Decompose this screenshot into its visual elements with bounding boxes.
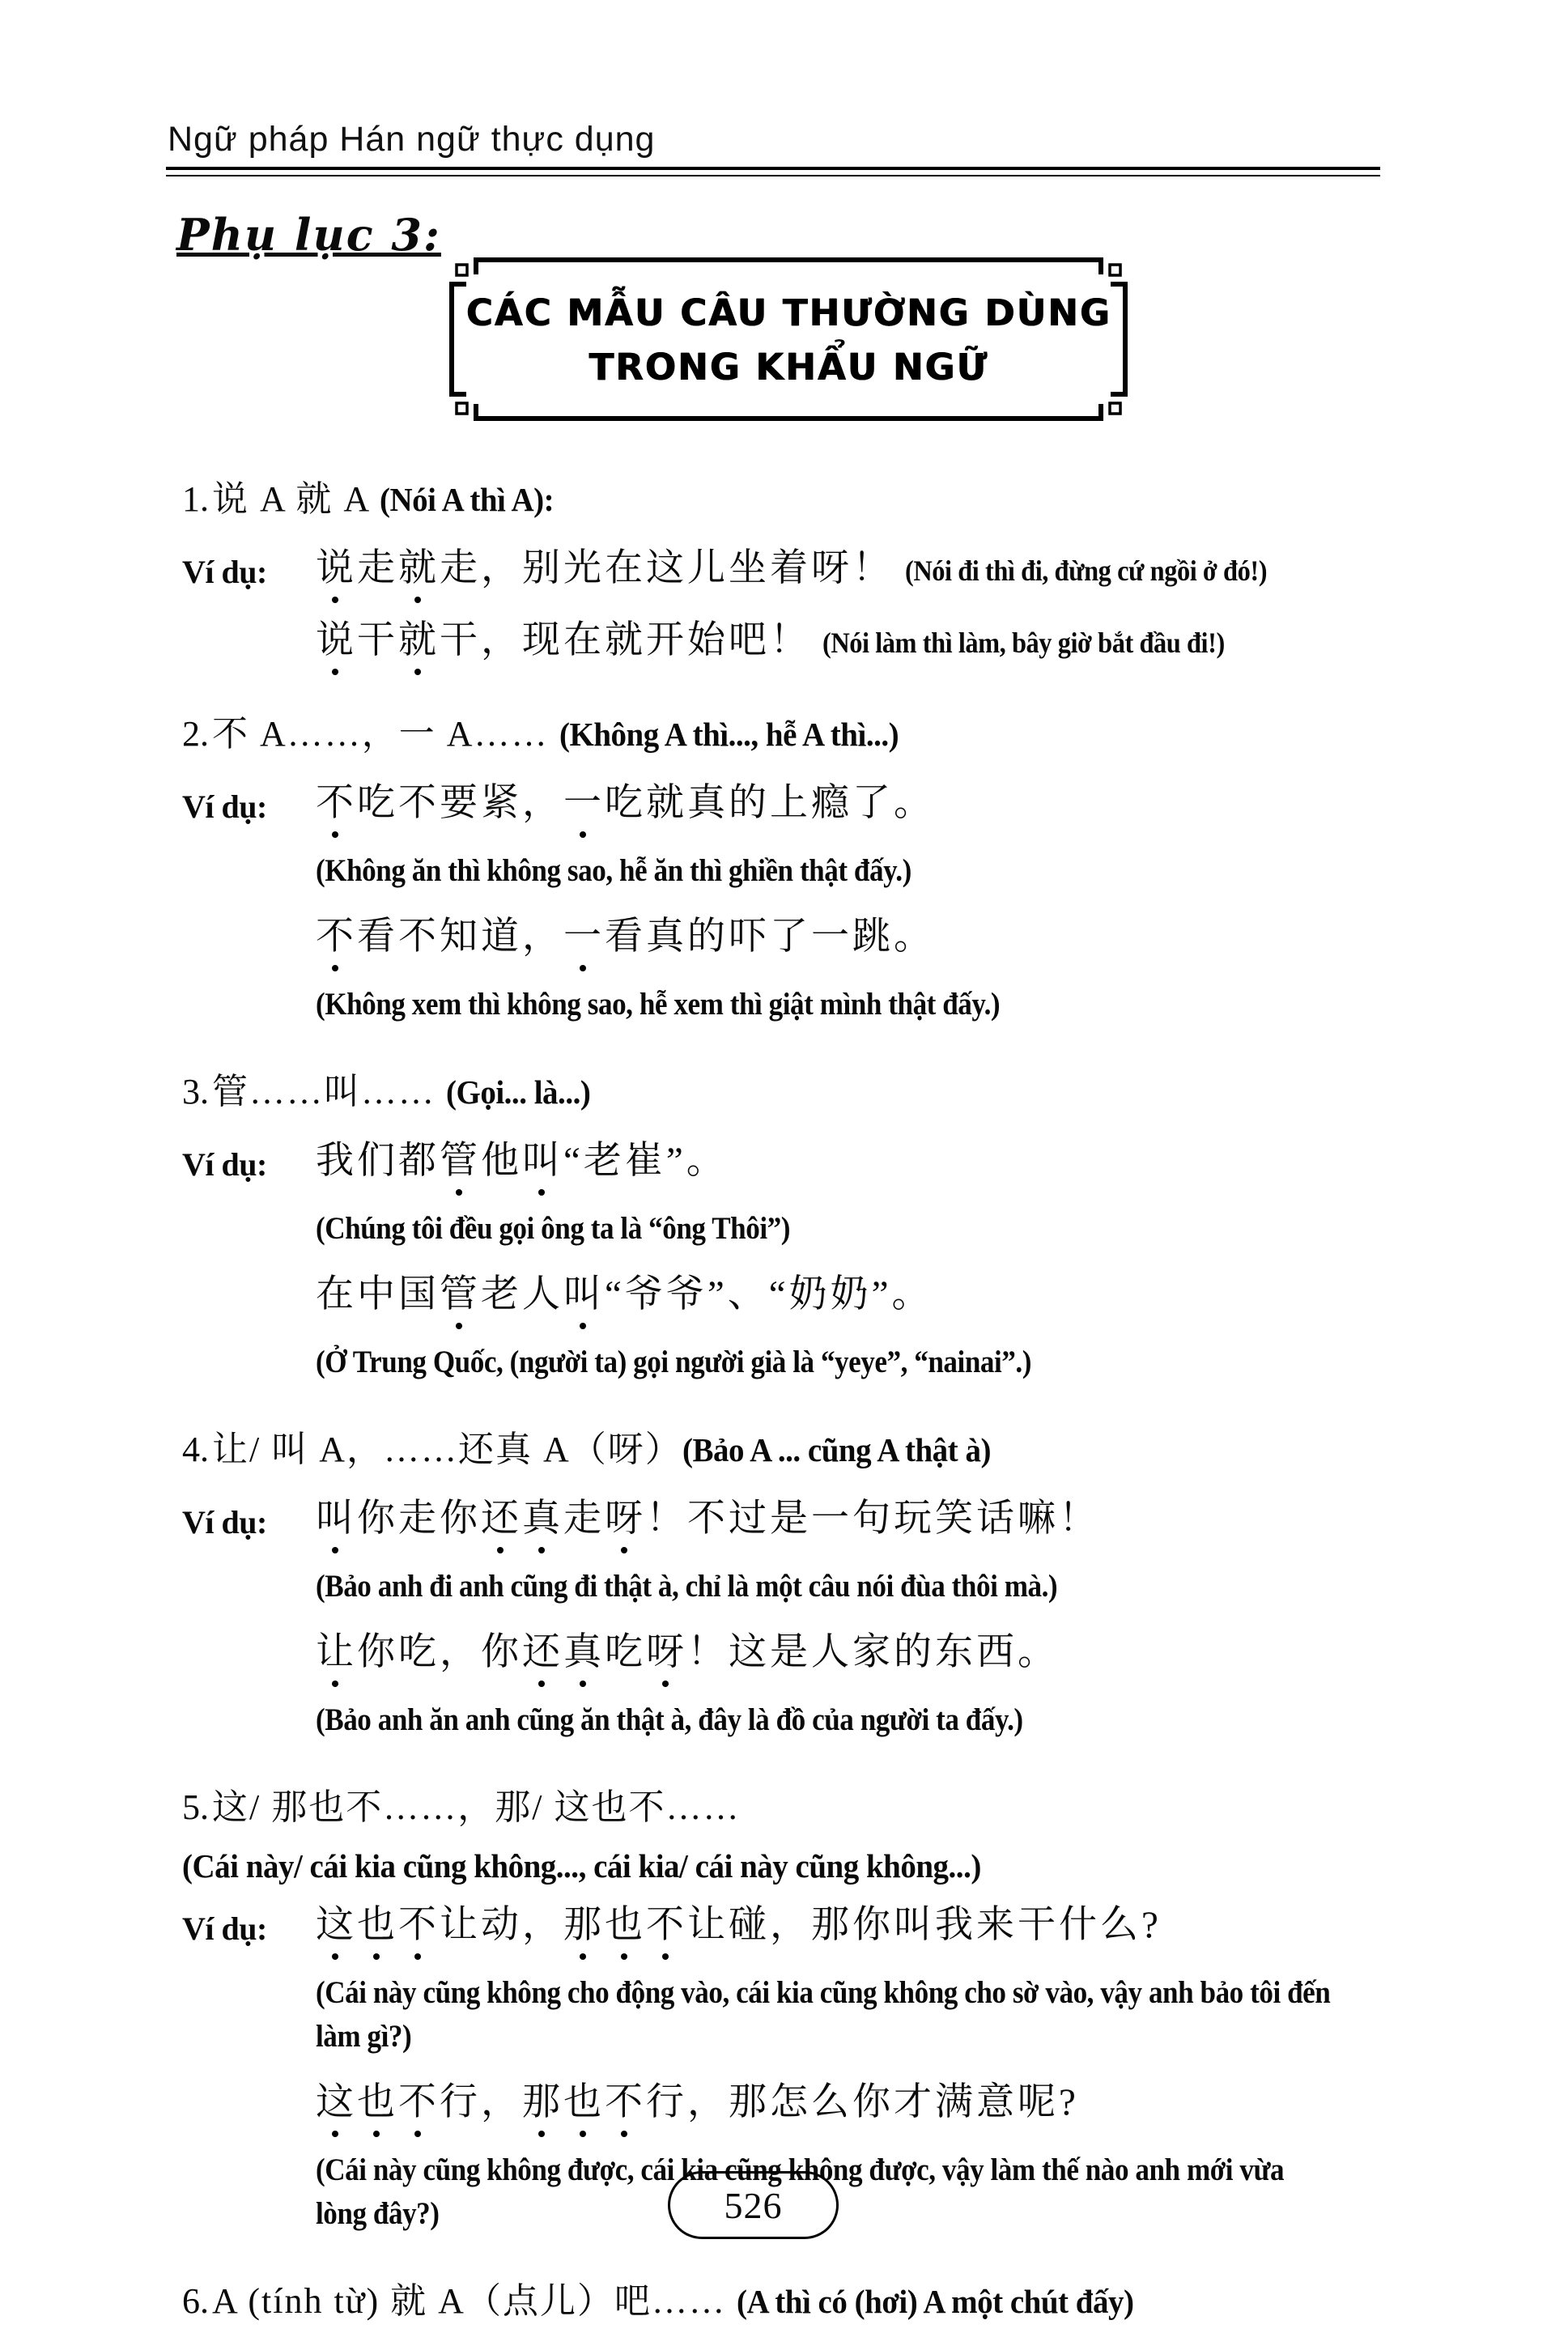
item-title (182, 476, 1445, 531)
emphasis-dot-char: 也 (357, 2076, 398, 2128)
pattern-item-3 (182, 1069, 1445, 1391)
emphasis-dot-char: 这 (316, 1899, 357, 1951)
item-title (182, 711, 1445, 766)
item-title (182, 1784, 1445, 1839)
emphasis-dot-char: 就 (398, 614, 440, 666)
box-title-line-2: TRONG KHẨU NGỮ (589, 346, 988, 389)
example-translation: (Không xem thì không sao, hễ xem thì giật mình thật đấy.) (316, 987, 1001, 1022)
item-pattern-translation-line2: (Cái này/ cái kia cũng không..., cái kia/ cái này cũng không...) (182, 1847, 981, 1885)
appendix-label: Phụ lục 3: (176, 209, 441, 261)
item-pattern-translation: (Bảo A ... cũng A thật à) (682, 1431, 991, 1468)
emphasis-dot-char: 叫 (522, 1135, 563, 1187)
example-chinese: 这也不让动，那也不让碰，那你叫我来干什么? (316, 1904, 1162, 1946)
example-label: Ví dụ: (182, 788, 267, 825)
item-number: 1. (182, 479, 209, 519)
example-chinese: 不看不知道，一看真的吓了一跳。 (316, 916, 935, 958)
example-row (182, 542, 1445, 603)
item-pattern: 这/ 那也不……，那/ 这也不…… (212, 1787, 741, 1827)
example-translation: (Cái này cũng không được, cái kia cũng không được, vậy làm thế nào anh mới vừa lòng đây?) (316, 2152, 1285, 2231)
example-translation: (Không ăn thì không sao, hễ ăn thì ghiền thật đấy.) (316, 853, 911, 888)
box-title-line-1: CÁC MẪU CÂU THƯỜNG DÙNG (465, 291, 1111, 334)
title-box-lines (449, 257, 1128, 421)
pattern-item-2 (182, 711, 1445, 1033)
example-row (182, 1698, 1445, 1749)
emphasis-dot-char: 不 (398, 2076, 440, 2128)
emphasis-dot-char: 不 (316, 777, 357, 829)
emphasis-dot-char: 也 (357, 1899, 398, 1951)
emphasis-dot-char: 呀 (646, 1626, 687, 1678)
example-row (182, 1565, 1445, 1615)
header-double-rule (166, 167, 1380, 176)
example-row (182, 2076, 1445, 2137)
example-chinese: 说走就走，别光在这儿坐着呀！ (316, 547, 894, 589)
item-pattern-translation: (Không A thì..., hễ A thì...) (559, 716, 899, 753)
example-chinese: 在中国管老人叫“爷爷”、“奶奶”。 (316, 1273, 933, 1315)
example-row (182, 1493, 1445, 1553)
page-number-badge (668, 2171, 839, 2239)
emphasis-dot-char: 让 (316, 1626, 357, 1678)
item-pattern: 说 A 就 A (212, 479, 380, 519)
example-translation: (Ở Trung Quốc, (người ta) gọi người già là “yeye”, “nainai”.) (316, 1345, 1031, 1379)
example-row (182, 1207, 1445, 1257)
example-translation: (Bảo anh đi anh cũng đi thật à, chỉ là một câu nói đùa thôi mà.) (316, 1569, 1058, 1604)
example-row (182, 1341, 1445, 1391)
emphasis-dot-char: 管 (440, 1268, 481, 1320)
example-translation: (Chúng tôi đều gọi ông ta là “ông Thôi”) (316, 1211, 790, 1246)
emphasis-dot-char: 那 (522, 2076, 563, 2128)
pattern-item-6 (182, 2278, 1445, 2333)
example-translation: (Cái này cũng không cho động vào, cái kia cũng không cho sờ vào, vậy anh bảo tôi đến làm gì?) (316, 1975, 1331, 2054)
item-number: 4. (182, 1430, 209, 1469)
emphasis-dot-char: 一 (563, 777, 605, 829)
example-row (182, 777, 1445, 838)
example-row (182, 614, 1445, 675)
item-pattern-translation: (Nói A thì A): (379, 481, 554, 518)
example-row (182, 1626, 1445, 1687)
emphasis-dot-char: 不 (646, 1899, 687, 1951)
item-pattern: 管……叫…… (212, 1072, 446, 1111)
item-number: 2. (182, 714, 209, 754)
example-chinese: 让你吃，你还真吃呀！这是人家的东西。 (316, 1631, 1059, 1673)
emphasis-dot-char: 说 (316, 614, 357, 666)
emphasis-dot-char: 说 (316, 542, 357, 594)
item-pattern-translation: (A thì có (hơi) A một chút đấy) (736, 2283, 1134, 2320)
item-pattern: A (tính từ) 就 A（点儿）吧…… (212, 2281, 737, 2321)
pattern-item-1 (182, 476, 1445, 675)
emphasis-dot-char: 不 (398, 1899, 440, 1951)
emphasis-dot-char: 管 (440, 1135, 481, 1187)
emphasis-dot-char: 一 (563, 911, 605, 963)
emphasis-dot-char: 这 (316, 2076, 357, 2128)
emphasis-dot-char: 也 (563, 2076, 605, 2128)
title-box (449, 257, 1128, 421)
emphasis-dot-char: 真 (563, 1626, 605, 1678)
example-chinese: 说干就干，现在就开始吧！ (316, 619, 811, 661)
example-chinese: 叫你走你还真走呀！不过是一句玩笑话嘛！ (316, 1498, 1100, 1540)
example-translation-inline: (Nói đi thì đi, đừng cứ ngồi ở đó!) (905, 555, 1268, 587)
pattern-item-4 (182, 1426, 1445, 1749)
item-number: 3. (182, 1072, 209, 1111)
example-label: Ví dụ: (182, 554, 267, 590)
running-head-title: Ngữ pháp Hán ngữ thực dụng (168, 120, 656, 159)
item-title (182, 1069, 1445, 1124)
example-translation: (Bảo anh ăn anh cũng ăn thật à, đây là đồ của người ta đấy.) (316, 1702, 1023, 1737)
example-chinese: 不吃不要紧，一吃就真的上瘾了。 (316, 782, 935, 824)
example-translation-inline: (Nói làm thì làm, bây giờ bắt đầu đi!) (822, 627, 1225, 659)
emphasis-dot-char: 叫 (316, 1493, 357, 1545)
emphasis-dot-char: 不 (605, 2076, 646, 2128)
example-row (182, 911, 1445, 971)
example-chinese: 这也不行，那也不行，那怎么你才满意呢? (316, 2081, 1079, 2123)
emphasis-dot-char: 叫 (563, 1268, 605, 1320)
page-number: 526 (724, 2184, 783, 2226)
emphasis-dot-char: 不 (316, 911, 357, 963)
example-row (182, 849, 1445, 899)
emphasis-dot-char: 还 (481, 1493, 522, 1545)
example-chinese: 我们都管他叫“老崔”。 (316, 1140, 728, 1182)
example-label: Ví dụ: (182, 1146, 267, 1183)
emphasis-dot-char: 还 (522, 1626, 563, 1678)
emphasis-dot-char: 也 (605, 1899, 646, 1951)
item-title (182, 1426, 1445, 1481)
emphasis-dot-char: 就 (398, 542, 440, 594)
item-pattern: 不 A……，一 A…… (212, 714, 559, 754)
item-pattern-translation: (Gọi... là...) (446, 1073, 591, 1111)
emphasis-dot-char: 呀 (605, 1493, 646, 1545)
example-label: Ví dụ: (182, 1910, 267, 1947)
example-row (182, 1899, 1445, 1960)
example-row (182, 1135, 1445, 1196)
item-pattern: 让/ 叫 A，……还真 A（呀） (212, 1430, 682, 1469)
item-title (182, 2278, 1445, 2333)
example-row (182, 1268, 1445, 1329)
item-number: 5. (182, 1787, 209, 1827)
emphasis-dot-char: 那 (563, 1899, 605, 1951)
item-number: 6. (182, 2281, 209, 2321)
example-label: Ví dụ: (182, 1504, 267, 1540)
example-row (182, 1971, 1445, 2065)
emphasis-dot-char: 真 (522, 1493, 563, 1545)
pattern-list (182, 476, 1445, 2333)
example-row (182, 983, 1445, 1033)
